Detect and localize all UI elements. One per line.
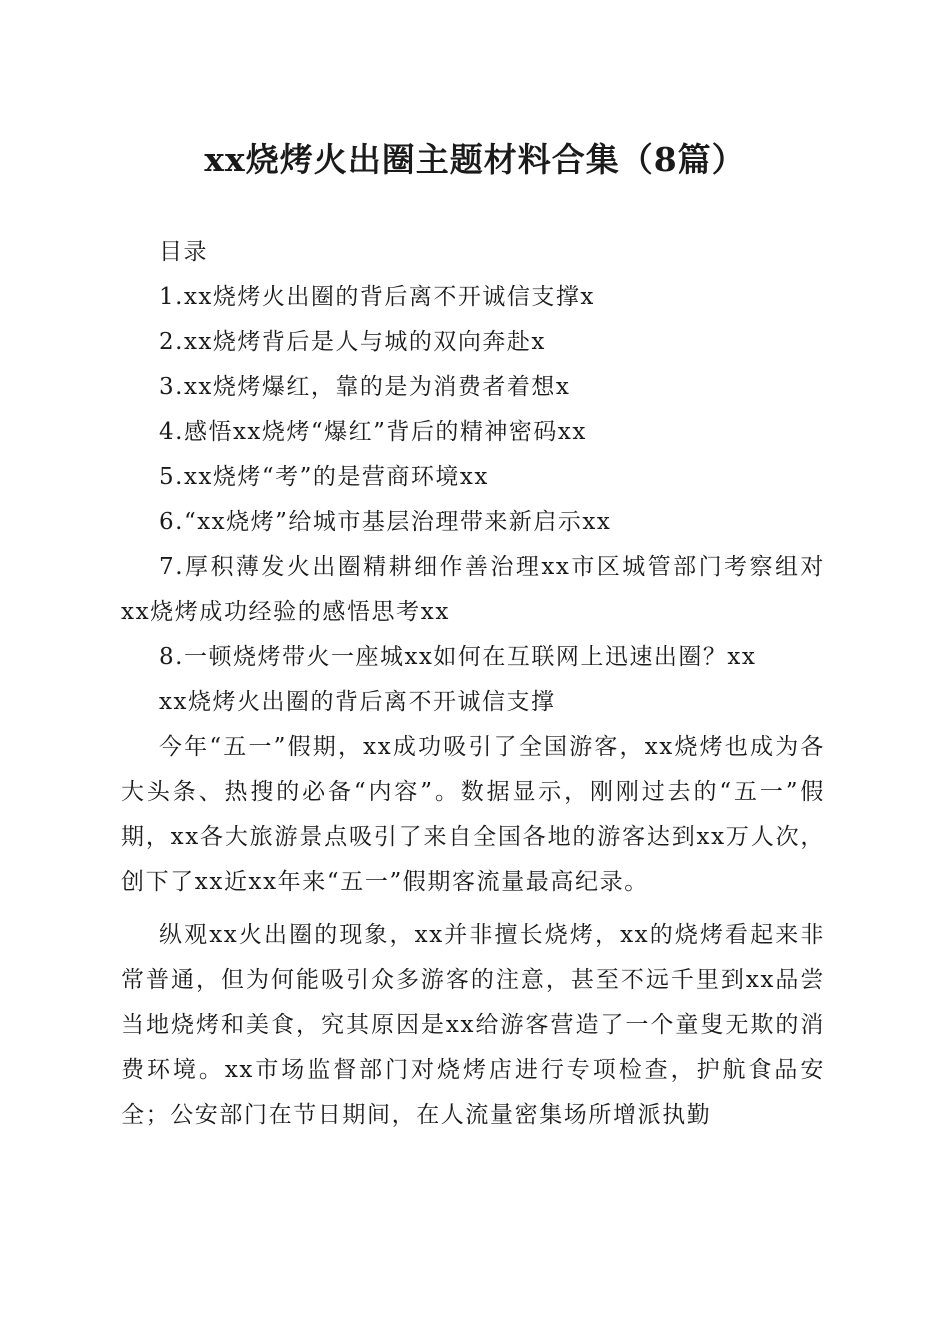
toc-item-4: 4.感悟xx烧烤“爆红”背后的精神密码xx: [159, 419, 587, 445]
toc-item-1: 1.xx烧烤火出圈的背后离不开诚信支撑x: [159, 284, 595, 310]
toc-item-2: 2.xx烧烤背后是人与城的双向奔赴x: [159, 329, 546, 355]
body-paragraph-2: 纵观xx火出圈的现象，xx并非擅长烧烤，xx的烧烤看起来非常普通，但为何能吸引众多游客的注意，甚至不远千里到xx品尝当地烧烤和美食，究其原因是xx给游客营造了一个童叟无欺的消费环境。xx市场监督部门对烧烤店进行专项检查，护航食品安全；公安部门在节日期间，在人流量密集场所增派执勤: [121, 922, 825, 1128]
document-title: xx烧烤火出圈主题材料合集（8篇）: [204, 140, 746, 179]
toc-item-5: 5.xx烧烤“考”的是营商环境xx: [159, 464, 489, 490]
section-title: xx烧烤火出圈的背后离不开诚信支撑: [159, 689, 556, 715]
document-body: [121, 230, 825, 1138]
toc-item-6: 6.“xx烧烤”给城市基层治理带来新启示xx: [159, 509, 612, 535]
toc-item-8: 8.一顿烧烤带火一座城xx如何在互联网上迅速出圈？xx: [159, 644, 757, 670]
toc-heading: 目录: [159, 239, 208, 265]
body-paragraph-1: 今年“五一”假期，xx成功吸引了全国游客，xx烧烤也成为各大头条、热搜的必备“内容”。数据显示，刚刚过去的“五一”假期，xx各大旅游景点吸引了来自全国各地的游客达到xx万人次，创下了xx近xx年来“五一”假期客流量最高纪录。: [121, 734, 825, 895]
toc-item-7: 7.厚积薄发火出圈精耕细作善治理xx市区城管部门考察组对xx烧烤成功经验的感悟思考xx: [121, 554, 825, 625]
toc-item-3: 3.xx烧烤爆红，靠的是为消费者着想x: [159, 374, 571, 400]
